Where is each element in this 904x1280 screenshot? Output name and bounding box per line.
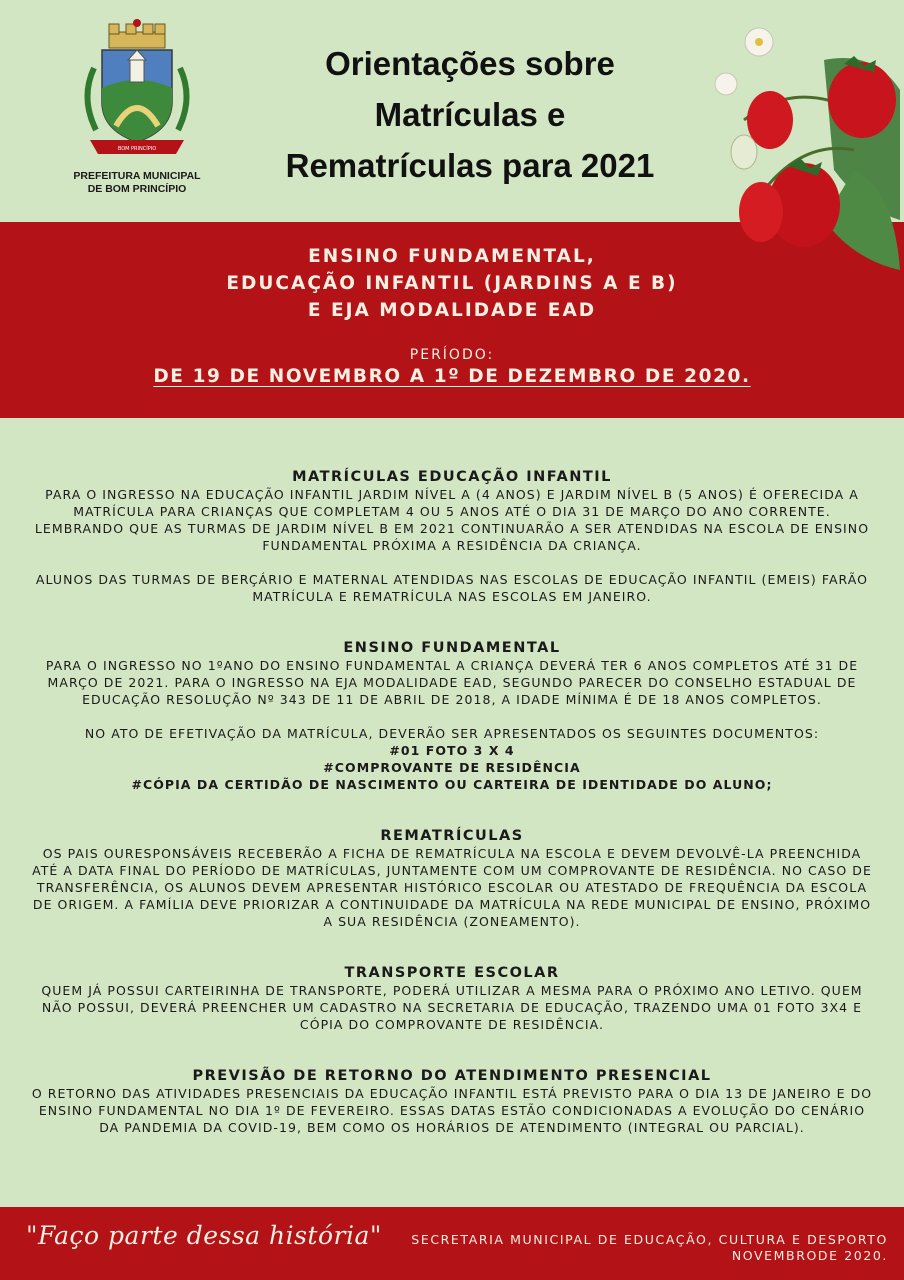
department-name: SECRETARIA MUNICIPAL DE EDUCAÇÃO, CULTURA E DESPORTO bbox=[411, 1232, 888, 1247]
period-label: PERÍODO: bbox=[409, 347, 495, 363]
rematriculas-paragraph: OS PAIS OURESPONSÁVEIS RECEBERÃO A FICHA DE REMATRÍCULA NA ESCOLA E DEVEM DEVOLVÊ-LA PREENCHIDA ATÉ A DATA FINAL DO PERÍODO DE MATRÍCULAS, JUNTAMENTE COM UM COMPROVANTE DE RESIDÊNCIA. NO CASO DE TRANSFERÊNCIA, OS ALUNOS DEVEM APRESENTAR HISTÓRICO ESCOLAR OU ATESTADO DE FREQUÊNCIA DA ESCOLA DE ORIGEM. A FAMÍLIA DEVE PRIORIZAR A CONTINUIDADE DA MATRÍCULA NA REDE MUNICIPAL DE ENSINO, PRÓXIMO A SUA RESIDÊNCIA (ZONEAMENTO). bbox=[32, 846, 872, 929]
document-item-residence: #COMPROVANTE DE RESIDÊNCIA bbox=[323, 760, 581, 775]
infantil-paragraph-2: ALUNOS DAS TURMAS DE BERÇÁRIO E MATERNAL ATENDIDAS NAS ESCOLAS DE EDUCAÇÃO INFANTIL (EMEIS) FARÃO MATRÍCULA E REMATRÍCULA NAS ESCOLAS EM JANEIRO. bbox=[35, 572, 869, 604]
coat-of-arms-icon bbox=[76, 18, 198, 166]
title-line-2: Matrículas e bbox=[374, 96, 566, 133]
coat-of-arms bbox=[62, 18, 212, 203]
retorno-paragraph: O RETORNO DAS ATIVIDADES PRESENCIAIS DA EDUCAÇÃO INFANTIL ESTÁ PREVISTO PARA O DIA 13 DE JANEIRO E DO ENSINO FUNDAMENTAL NO DIA 1º DE FEVEREIRO. ESSAS DATAS ESTÃO CONDICIONADAS A EVOLUÇÃO DO CENÁRIO DA PANDEMIA DA COVID-19, BEM COMO OS HORÁRIOS DE ATENDIMENTO (INTEGRAL OU PARCIAL). bbox=[31, 1086, 873, 1135]
document-item-photo: #01 FOTO 3 X 4 bbox=[389, 743, 515, 758]
levels-line-3: E EJA MODALIDADE EAD bbox=[307, 300, 597, 321]
content-body bbox=[30, 468, 874, 1136]
municipality-line1: PREFEITURA MUNICIPAL bbox=[73, 170, 201, 182]
municipality-line2: DE BOM PRINCÍPIO bbox=[87, 183, 187, 195]
publication-date: NOVEMBRODE 2020. bbox=[731, 1248, 888, 1263]
transporte-paragraph: QUEM JÁ POSSUI CARTEIRINHA DE TRANSPORTE, PODERÁ UTILIZAR A MESMA PARA O PRÓXIMO ANO LETIVO. QUEM NÃO POSSUI, DEVERÁ PREENCHER UM CADASTRO NA SECRETARIA DE EDUCAÇÃO, TRAZENDO UMA 01 FOTO 3X4 E CÓPIA DO COMPROVANTE DE RESIDÊNCIA. bbox=[41, 983, 863, 1032]
section-title-infantil: MATRÍCULAS EDUCAÇÃO INFANTIL bbox=[292, 469, 612, 485]
title-line-3: Rematrículas para 2021 bbox=[285, 147, 655, 184]
levels-line-1: ENSINO FUNDAMENTAL, bbox=[308, 246, 596, 267]
footer-band bbox=[0, 1207, 904, 1280]
section-title-fundamental: ENSINO FUNDAMENTAL bbox=[343, 640, 561, 656]
document-item-certificate: #CÓPIA DA CERTIDÃO DE NASCIMENTO OU CARTEIRA DE IDENTIDADE DO ALUNO; bbox=[131, 777, 773, 792]
department-info bbox=[411, 1232, 888, 1264]
slogan: "Faço parte dessa história" bbox=[26, 1221, 382, 1250]
strawberry-icon bbox=[704, 20, 904, 280]
period-dates: DE 19 DE NOVEMBRO A 1º DE DEZEMBRO DE 2020. bbox=[153, 366, 751, 387]
page-title bbox=[210, 38, 730, 191]
fundamental-paragraph-1: PARA O INGRESSO NO 1ºANO DO ENSINO FUNDAMENTAL A CRIANÇA DEVERÁ TER 6 ANOS COMPLETOS ATÉ 31 DE MARÇO DE 2021. PARA O INGRESSO NA EJA MODALIDADE EAD, SEGUNDO PARECER DO CONSELHO ESTADUAL DE EDUCAÇÃO RESOLUÇÃO Nº 343 DE 11 DE ABRIL DE 2018, A IDADE MÍNIMA É DE 18 ANOS COMPLETOS. bbox=[45, 658, 859, 707]
section-title-transporte: TRANSPORTE ESCOLAR bbox=[344, 965, 560, 981]
title-line-1: Orientações sobre bbox=[325, 45, 615, 82]
section-title-rematriculas: REMATRÍCULAS bbox=[380, 828, 524, 844]
section-title-retorno: PREVISÃO DE RETORNO DO ATENDIMENTO PRESENCIAL bbox=[192, 1068, 712, 1084]
svg-text:BOM PRINCÍPIO: BOM PRINCÍPIO bbox=[117, 146, 157, 152]
levels-line-2: EDUCAÇÃO INFANTIL (JARDINS A E B) bbox=[226, 273, 678, 294]
infantil-paragraph-1: PARA O INGRESSO NA EDUCAÇÃO INFANTIL JARDIM NÍVEL A (4 ANOS) E JARDIM NÍVEL B (5 ANOS) É OFERECIDA A MATRÍCULA PARA CRIANÇAS QUE COMPLETAM 4 OU 5 ANOS ATÉ O DIA 31 DE MARÇO DO ANO CORRENTE. LEMBRANDO QUE AS TURMAS DE JARDIM NÍVEL B EM 2021 CONTINUARÃO A SER ATENDIDAS NA ESCOLA DE ENSINO FUNDAMENTAL PRÓXIMA A RESIDÊNCIA DA CRIANÇA. bbox=[34, 487, 870, 553]
fundamental-paragraph-2: NO ATO DE EFETIVAÇÃO DA MATRÍCULA, DEVERÃO SER APRESENTADOS OS SEGUINTES DOCUMENTOS: bbox=[84, 726, 820, 741]
